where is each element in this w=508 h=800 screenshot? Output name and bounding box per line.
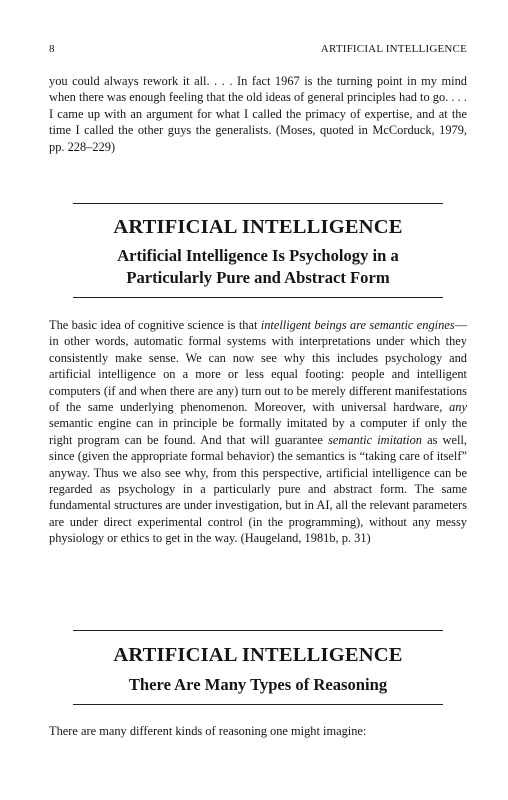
quote-text-part: The basic idea of cognitive science is that xyxy=(49,318,261,332)
quote-text-part: semantic engine can in principle be formally imitated by a computer if only the right program can be found. And that will guarantee xyxy=(49,416,467,447)
section-subtitle-line-1: Artificial Intelligence Is Psychology in a xyxy=(117,246,399,265)
quote-emphasis: intelligent beings are semantic engines xyxy=(260,318,455,332)
section-rule-top xyxy=(73,630,443,631)
quote-text-part: as well, since (given the appropriate formal behavior) the semantics is “taking care of itself” anyway. Thus we also see why, from this perspective, artificial intelligence can be regarded as psychology in a particularly pure and abstract form. The same fundamental structures are under investigation, but in AI, all the relevant parameters are under direct experimental control (in the programming), without any messy physiology or ethics to get in the way. (Haugeland, 1981b, p. 31) xyxy=(49,432,467,546)
quote-emphasis: any xyxy=(449,400,467,415)
quote-paragraph-haugeland xyxy=(49,317,467,547)
page-number: 8 xyxy=(49,43,55,55)
section-subtitle-line-1: There Are Many Types of Reasoning xyxy=(128,675,388,694)
book-page xyxy=(49,0,467,800)
section-rule-top xyxy=(73,203,443,204)
quote-emphasis: semantic imitation xyxy=(328,432,422,447)
section-title: ARTIFICIAL INTELLIGENCE xyxy=(113,216,403,238)
running-header xyxy=(49,41,467,57)
section-title: ARTIFICIAL INTELLIGENCE xyxy=(113,644,403,666)
section-rule-bottom xyxy=(73,704,443,705)
quote-paragraph-moses: you could always rework it all. . . . In fact 1967 is the turning point in my mind when there was enough feeling that the old ideas of general principles had to go. . . . I came up with an argument for what I called the primacy of expertise, and at the time I called the other guys the generalists. (Moses, quoted in McCorduck, 1979, pp. 228–229) xyxy=(49,74,467,154)
running-title: ARTIFICIAL INTELLIGENCE xyxy=(320,43,467,55)
section-rule-bottom xyxy=(73,297,443,298)
section-subtitle-line-2: Particularly Pure and Abstract Form xyxy=(126,268,390,287)
intro-paragraph: There are many different kinds of reasoning one might imagine: xyxy=(49,724,367,738)
quote-text-part: —in other words, automatic formal systems with interpretations under which they consistently make sense. We can now see why this includes psychology and artificial intelligence on a more or less equal footing: people and intelligent computers (if and when there are any) turn out to be merely different manifestations of the same underlying phenomenon. Moreover, with universal hardware, xyxy=(49,318,468,415)
